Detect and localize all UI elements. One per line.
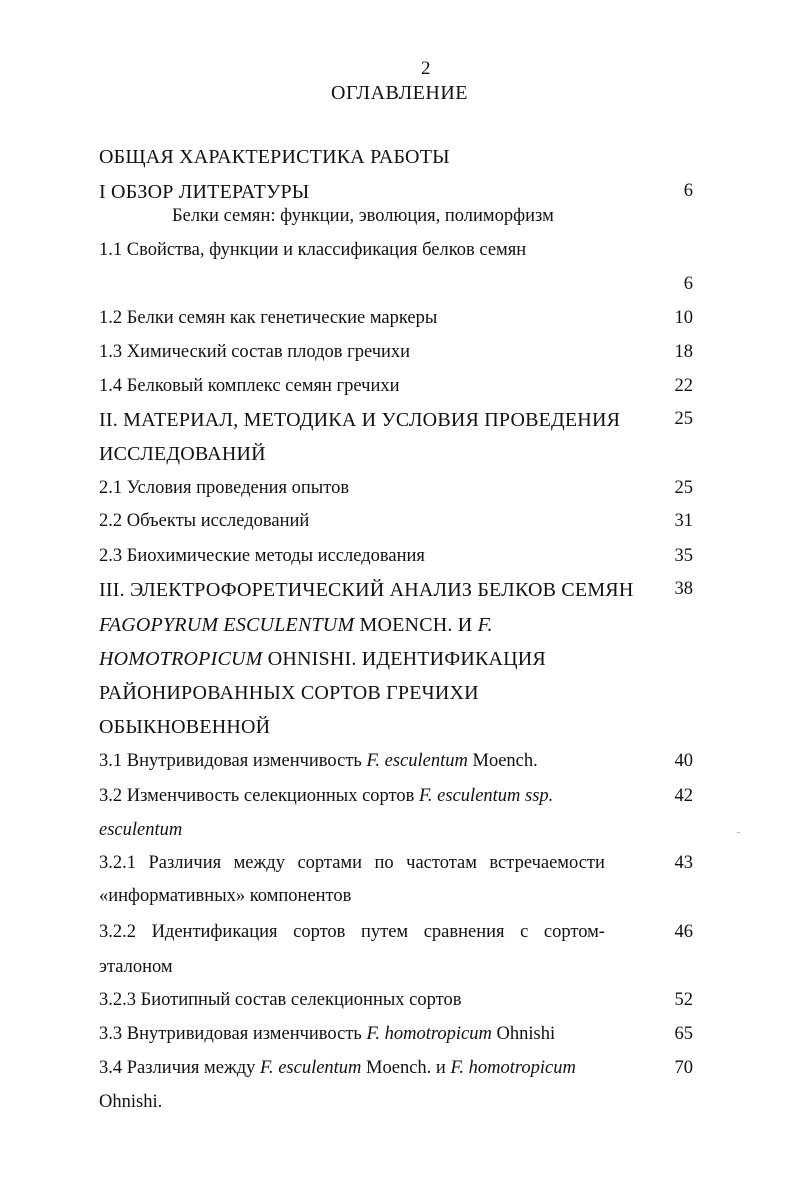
toc-entry-3-4-cont <box>99 1092 699 1124</box>
page-title: ОГЛАВЛЕНИЕ <box>331 82 468 104</box>
toc-entry-1-1-page <box>99 274 699 306</box>
species-name: F. homotropicum <box>366 1024 492 1044</box>
toc-page-number: 40 <box>674 751 693 771</box>
toc-entry-1-3 <box>99 342 699 374</box>
toc-page-number: 6 <box>683 181 693 201</box>
toc-entry-title-cont <box>99 614 493 637</box>
toc-page-number: 70 <box>674 1058 693 1078</box>
title-text: 3.1 Внутривидовая изменчивость <box>99 751 367 771</box>
toc-entry-2-3 <box>99 546 699 578</box>
toc-entry-title <box>99 1058 576 1079</box>
title-word: сортами <box>297 853 363 873</box>
title-word: 3.2.2 <box>99 922 136 942</box>
species-name: F. homotropicum <box>450 1058 576 1078</box>
title-word: Различия <box>148 853 222 873</box>
toc-entry-3-2-1 <box>99 853 699 885</box>
toc-page-number: 18 <box>674 342 693 362</box>
toc-entry-title-cont: эталоном <box>99 957 173 977</box>
toc-entry-3-2-cont <box>99 820 699 852</box>
title-text: Moench. <box>467 751 538 771</box>
toc-entry-title <box>99 786 553 807</box>
toc-page-number: 25 <box>674 409 693 429</box>
title-word: путем <box>360 922 409 942</box>
toc-entry-1-1 <box>99 240 699 272</box>
toc-page-number: 35 <box>674 546 693 566</box>
toc-entry-chapter-3-line4 <box>99 682 699 714</box>
toc-page-number: 42 <box>674 786 693 806</box>
scan-speck <box>737 832 740 833</box>
toc-entry-chapter-3 <box>99 579 699 611</box>
toc-page-number: 52 <box>674 990 693 1010</box>
toc-entry-title: I ОБЗОР ЛИТЕРАТУРЫ <box>99 181 310 203</box>
title-word: между <box>233 853 285 873</box>
title-word: с <box>520 922 529 942</box>
toc-entry-title: 1.3 Химический состав плодов гречихи <box>99 342 411 362</box>
toc-page-number: 38 <box>674 579 693 599</box>
toc-entry-title-cont: ИССЛЕДОВАНИЙ <box>99 443 266 465</box>
toc-entry-title <box>99 751 538 772</box>
species-name: HOMOTROPICUM <box>99 648 263 670</box>
title-text: OHNISHI. ИДЕНТИФИКАЦИЯ <box>262 648 546 670</box>
toc-entry-title: 3.2.3 Биотипный состав селекционных сортов <box>99 990 462 1010</box>
toc-entry-title: 1.4 Белковый комплекс семян гречихи <box>99 376 400 396</box>
toc-entry-title-cont <box>99 648 546 671</box>
toc-entry-title: 2.1 Условия проведения опытов <box>99 478 350 498</box>
toc-entry-title-cont: «информативных» компонентов <box>99 886 352 906</box>
species-name: F. esculentum ssp. <box>419 786 554 806</box>
toc-page-number: 46 <box>674 922 693 942</box>
toc-entry-2-1 <box>99 478 699 510</box>
toc-entry-title: ОБЩАЯ ХАРАКТЕРИСТИКА РАБОТЫ <box>99 146 450 168</box>
title-word: 3.2.1 <box>99 853 136 873</box>
toc-entry-chapter-3-line5 <box>99 716 699 748</box>
toc-entry-1-2 <box>99 308 699 340</box>
toc-entry-3-2 <box>99 786 699 818</box>
toc-page-number: 65 <box>674 1024 693 1044</box>
toc-entry-title-cont: Ohnishi. <box>99 1092 163 1112</box>
species-name: F. esculentum <box>366 751 468 771</box>
toc-page-number: 6 <box>683 274 693 294</box>
species-name: esculentum <box>99 820 183 840</box>
toc-entry-3-2-2 <box>99 922 699 954</box>
toc-entry-title <box>99 853 605 874</box>
title-text: Moench. и <box>361 1058 451 1078</box>
toc-entry-3-2-1-cont <box>99 886 699 918</box>
species-name: F. <box>477 614 493 636</box>
toc-entry-title: II. МАТЕРИАЛ, МЕТОДИКА И УСЛОВИЯ ПРОВЕДЕНИЯ <box>99 409 621 431</box>
toc-entry-title: 2.3 Биохимические методы исследования <box>99 546 425 566</box>
toc-page-number: 43 <box>674 853 693 873</box>
title-word: сравнения <box>423 922 505 942</box>
toc-entry-chapter-3-line3 <box>99 648 699 680</box>
toc-page-number: 31 <box>674 511 693 531</box>
toc-entry-1-4 <box>99 376 699 408</box>
title-text: MOENCH. И <box>354 614 478 636</box>
title-text: 3.3 Внутривидовая изменчивость <box>99 1024 367 1044</box>
toc-entry-3-2-2-cont <box>99 957 699 989</box>
toc-entry-title <box>99 922 605 943</box>
toc-entry-title-cont <box>99 820 182 841</box>
toc-entry-general <box>99 146 699 178</box>
toc-entry-chapter-2 <box>99 409 699 441</box>
title-word: Идентификация <box>151 922 278 942</box>
title-word: встречаемости <box>489 853 605 873</box>
title-text: Ohnishi <box>491 1024 556 1044</box>
title-word: по <box>374 853 394 873</box>
title-word: сортов <box>293 922 346 942</box>
toc-entry-title <box>99 1024 555 1045</box>
title-text: 3.4 Различия между <box>99 1058 261 1078</box>
title-text: 3.2 Изменчивость селекционных сортов <box>99 786 420 806</box>
toc-entry-3-4 <box>99 1058 699 1090</box>
toc-entry-title: 1.2 Белки семян как генетические маркеры <box>99 308 438 328</box>
toc-page-number: 10 <box>674 308 693 328</box>
page-number: 2 <box>421 58 431 79</box>
toc-page-number: 25 <box>674 478 693 498</box>
title-word: сортом- <box>543 922 605 942</box>
toc-entry-title: 1.1 Свойства, функции и классификация белков семян <box>99 240 527 260</box>
toc-entry-3-1 <box>99 751 699 783</box>
title-word: частотам <box>406 853 477 873</box>
toc-entry-title: 2.2 Объекты исследований <box>99 511 310 531</box>
toc-chapter-subtitle: Белки семян: функции, эволюция, полиморфизм <box>172 206 554 226</box>
toc-entry-3-2-3 <box>99 990 699 1022</box>
species-name: F. esculentum <box>260 1058 362 1078</box>
toc-entry-3-3 <box>99 1024 699 1056</box>
toc-entry-chapter-3-line2 <box>99 614 699 646</box>
toc-entry-chapter-2-cont <box>99 443 699 475</box>
toc-entry-title: III. ЭЛЕКТРОФОРЕТИЧЕСКИЙ АНАЛИЗ БЕЛКОВ СЕМЯН <box>99 579 634 601</box>
toc-entry-title-cont: РАЙОНИРОВАННЫХ СОРТОВ ГРЕЧИХИ <box>99 682 479 704</box>
toc-entry-2-2 <box>99 511 699 543</box>
species-name: FAGOPYRUM ESCULENTUM <box>99 614 355 636</box>
toc-page-number: 22 <box>674 376 693 396</box>
toc-entry-title-cont: ОБЫКНОВЕННОЙ <box>99 716 271 738</box>
